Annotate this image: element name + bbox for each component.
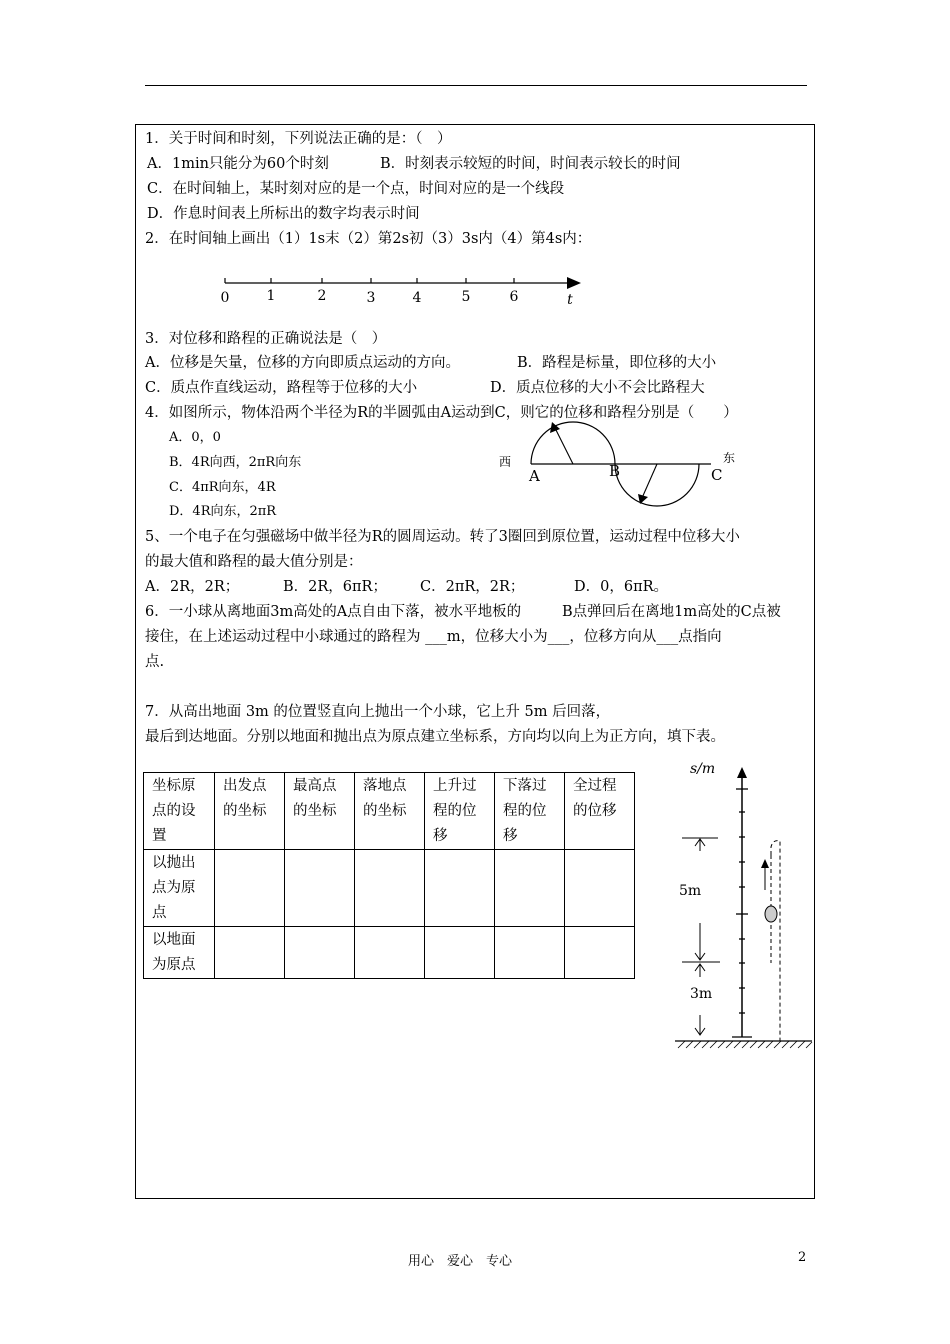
axis-label-s: s/m [690,761,716,777]
page-number: 2 [798,1250,807,1265]
table-header-row [144,773,635,850]
tick-4: 4 [412,290,422,306]
tick-1: 1 [266,288,276,304]
q3-stem: 3．对位移和路程的正确说法是（ ） [145,331,387,347]
q1-stem: 1．关于时间和时刻，下列说法正确的是：（ ） [145,131,452,147]
q2-stem: 2．在时间轴上画出（1）1s末（2）第2s初（3）3s内（4）第4s内： [145,231,592,247]
tick-6: 6 [509,289,519,305]
answer-cell[interactable] [285,850,355,927]
label-5m: 5m [679,883,702,899]
q5-option-c: C．2πR，2R； [420,579,525,595]
label-b: B [609,462,621,480]
vertical-throw-figure [670,755,820,1055]
q5-option-d: D．0，6πR。 [574,579,669,595]
q4-stem: 4．如图所示，物体沿两个半径为R的半圆弧由A运动到C，则它的位移和路程分别是（ ） [145,405,738,421]
q6-line2: 接住，在上述运动过程中小球通过的路程为 ___m，位移大小为___，位移方向从___点指向 [145,629,722,645]
label-east: 东 [723,451,736,465]
answer-cell[interactable] [425,927,495,979]
q1-option-c: C．在时间轴上，某时刻对应的是一个点，时间对应的是一个线段 [147,181,565,197]
q3-option-c: C．质点作直线运动，路程等于位移的大小 [145,380,418,396]
tick-3: 3 [366,290,376,306]
q1-option-d: D．作息时间表上所标出的数字均表示时间 [147,206,420,222]
q5-option-b: B．2R，6πR； [283,579,387,595]
q1-option-a: A．1min只能分为60个时刻 [147,156,329,172]
tick-5: 5 [461,289,471,305]
header-rule [145,85,807,86]
answer-cell[interactable] [495,850,565,927]
table-row [144,927,635,979]
label-a: A [529,467,540,485]
header-total-displacement: 全过程 的位移 [565,773,635,850]
q4-option-d: D．4R向东，2πR [169,504,277,519]
answer-cell[interactable] [215,850,285,927]
label-3m: 3m [690,986,713,1002]
q4-option-b: B．4R向西，2πR向东 [169,455,302,470]
q4-option-a: A．0，0 [169,430,221,445]
header-rising-displacement: 上升过 程的位 移 [425,773,495,850]
header-highest-coordinate: 最高点 的坐标 [285,773,355,850]
q6-line1-end: B点弹回后在离地1m高处的C点被 [562,604,781,620]
semicircle-path-figure [495,412,745,512]
header-origin-setting: 坐标原 点的设 置 [144,773,215,850]
q6-line1-start: 6．一小球从离地面3m高处的A点自由下落，被水平地板的 [145,604,522,620]
answer-cell[interactable] [495,927,565,979]
q5-option-a: A．2R，2R； [145,579,240,595]
q5-line1: 5、一个电子在匀强磁场中做半径为R的圆周运动。转了3圈回到原位置，运动过程中位移大小 [145,529,740,545]
answer-cell[interactable] [565,850,635,927]
tick-2: 2 [317,288,327,304]
answer-cell[interactable] [425,850,495,927]
row-label-ground-origin: 以地面 为原点 [144,927,215,979]
footer-motto: 用心 爱心 专心 [408,1254,513,1269]
q7-line2: 最后到达地面。分别以地面和抛出点为原点建立坐标系，方向均以向上为正方向，填下表。 [145,729,725,745]
axis-variable-t: t [567,292,573,308]
label-c: C [711,466,723,484]
q7-line1: 7．从高出地面 3m 的位置竖直向上抛出一个小球，它上升 5m 后回落， [145,704,611,720]
q1-option-b: B．时刻表示较短的时间，时间表示较长的时间 [380,156,681,172]
q3-option-a: A．位移是矢量，位移的方向即质点运动的方向。 [145,355,460,371]
label-west: 西 [499,455,512,469]
row-label-throw-point-origin: 以抛出 点为原 点 [144,850,215,927]
answer-cell[interactable] [285,927,355,979]
time-axis-figure [215,272,595,312]
header-landing-coordinate: 落地点 的坐标 [355,773,425,850]
answer-cell[interactable] [565,927,635,979]
table-row [144,850,635,927]
answer-cell[interactable] [215,927,285,979]
answer-cell[interactable] [355,927,425,979]
q6-line3: 点. [145,654,165,670]
header-start-coordinate: 出发点 的坐标 [215,773,285,850]
header-falling-displacement: 下落过 程的位 移 [495,773,565,850]
answer-cell[interactable] [355,850,425,927]
q4-option-c: C．4πR向东，4R [169,480,276,495]
tick-0: 0 [220,290,230,306]
q3-option-d: D．质点位移的大小不会比路程大 [490,380,705,396]
coordinate-table [143,772,635,979]
q5-line2: 的最大值和路程的最大值分别是： [145,554,363,570]
q3-option-b: B．路程是标量，即位移的大小 [517,355,717,371]
